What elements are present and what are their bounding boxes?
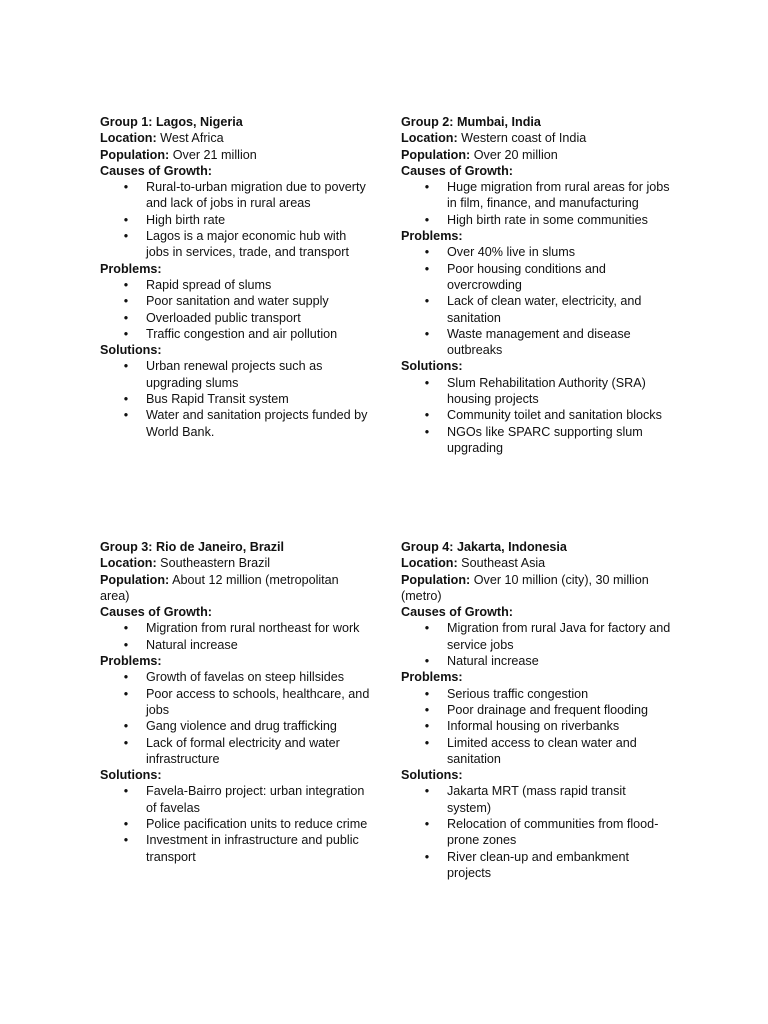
bullet-icon: •: [424, 245, 430, 260]
list-item: [100, 718, 370, 734]
bullet-icon: •: [123, 670, 129, 685]
solutions-list: [401, 783, 671, 881]
list-item: [401, 407, 671, 423]
list-item: [401, 179, 671, 212]
list-item-text: Huge migration from rural areas for jobs in film, finance, and manufacturing: [447, 180, 670, 211]
location-line: [100, 555, 370, 571]
list-item-text: Natural increase: [146, 637, 238, 652]
list-item-text: Informal housing on riverbanks: [447, 719, 620, 734]
list-item: [100, 620, 370, 636]
problems-list: [401, 686, 671, 767]
bullet-icon: •: [424, 702, 430, 717]
bullet-icon: •: [424, 424, 430, 439]
list-item: [401, 212, 671, 228]
bullet-icon: •: [424, 294, 430, 309]
list-item-text: Community toilet and sanitation blocks: [447, 408, 662, 423]
list-item: [100, 407, 372, 440]
location-label: Location:: [401, 131, 458, 146]
list-item-text: River clean-up and embankment projects: [447, 849, 630, 880]
location-line: [100, 130, 372, 146]
list-item-text: Migration from rural Java for factory and service jobs: [447, 621, 671, 652]
list-item: [100, 212, 372, 228]
group-title: Group 3: Rio de Janeiro, Brazil: [100, 540, 285, 554]
problems-heading: Problems:: [401, 670, 463, 685]
population-label: Population:: [401, 147, 471, 162]
list-item: [100, 310, 372, 326]
list-item: [100, 735, 370, 768]
list-item: [100, 228, 372, 261]
list-item-text: Lack of clean water, electricity, and sanitation: [447, 294, 642, 325]
population-label: Population:: [100, 572, 170, 587]
list-item-text: Natural increase: [447, 654, 539, 669]
population-line: [100, 147, 372, 163]
problems-list: [100, 669, 370, 767]
group-title: Group 2: Mumbai, India: [401, 115, 541, 129]
list-item-text: Limited access to clean water and sanitation: [447, 735, 637, 766]
location-value: Western coast of India: [461, 131, 587, 146]
solutions-list: [100, 783, 370, 864]
bullet-icon: •: [424, 719, 430, 734]
list-item: [401, 326, 671, 359]
list-item: [100, 391, 372, 407]
list-item-text: Favela-Bairro project: urban integration of favelas: [146, 784, 365, 815]
bullet-icon: •: [424, 817, 430, 832]
bullet-icon: •: [123, 833, 129, 848]
list-item-text: Slum Rehabilitation Authority (SRA) housing projects: [447, 375, 646, 407]
location-value: Southeastern Brazil: [160, 556, 271, 571]
list-item-text: High birth rate in some communities: [447, 212, 648, 227]
list-item-text: Poor access to schools, healthcare, and jobs: [146, 686, 370, 717]
population-value: Over 10 million (city), 30 million (metro): [401, 572, 649, 603]
list-item: [401, 653, 671, 669]
bullet-icon: •: [123, 326, 129, 341]
problems-list: [401, 244, 671, 358]
list-item: [100, 637, 370, 653]
group-title: Group 1: Lagos, Nigeria: [100, 115, 243, 129]
bullet-icon: •: [123, 719, 129, 734]
bullet-icon: •: [424, 686, 430, 701]
list-item-text: Lack of formal electricity and water infrastructure: [146, 735, 340, 766]
list-item: [100, 326, 372, 342]
location-line: [401, 130, 671, 146]
bullet-icon: •: [123, 735, 129, 750]
list-item: [401, 375, 671, 408]
list-item-text: Traffic congestion and air pollution: [146, 326, 338, 341]
bullet-icon: •: [123, 310, 129, 325]
list-item: [401, 783, 671, 816]
list-item-text: Police pacification units to reduce crime: [146, 817, 368, 832]
list-item: [100, 686, 370, 719]
list-item-text: Relocation of communities from flood-prone zones: [447, 817, 659, 848]
list-item: [401, 816, 671, 849]
list-item: [401, 718, 671, 734]
location-value: Southeast Asia: [461, 556, 546, 571]
list-item: [401, 293, 671, 326]
list-item-text: Serious traffic congestion: [447, 686, 589, 701]
list-item: [100, 293, 372, 309]
causes-heading: Causes of Growth:: [401, 605, 513, 620]
bullet-icon: •: [123, 784, 129, 799]
list-item: [401, 686, 671, 702]
list-item-text: Jakarta MRT (mass rapid transit system): [447, 784, 626, 815]
location-label: Location:: [100, 556, 157, 571]
population-value: About 12 million (metropolitan area): [100, 572, 339, 603]
bullet-icon: •: [123, 277, 129, 292]
list-item: [100, 358, 372, 391]
list-item-text: High birth rate: [146, 212, 226, 227]
list-item: [401, 244, 671, 260]
population-label: Population:: [100, 147, 170, 162]
list-item-text: Investment in infrastructure and public transport: [146, 833, 359, 864]
bullet-icon: •: [123, 229, 129, 244]
population-value: Over 21 million: [172, 147, 257, 162]
list-item-text: Poor housing conditions and overcrowding: [447, 261, 606, 292]
list-item: [401, 261, 671, 294]
problems-heading: Problems:: [401, 229, 463, 244]
location-label: Location:: [100, 131, 157, 146]
causes-heading: Causes of Growth:: [401, 163, 513, 178]
bullet-icon: •: [424, 735, 430, 750]
list-item: [401, 702, 671, 718]
causes-list: [100, 620, 370, 653]
group-rio: [100, 539, 370, 865]
bullet-icon: •: [123, 212, 129, 227]
causes-list: [401, 620, 671, 669]
bullet-icon: •: [424, 621, 430, 636]
list-item-text: Water and sanitation projects funded by World Bank.: [146, 408, 368, 439]
causes-list: [401, 179, 671, 228]
list-item: [100, 832, 370, 865]
population-line: [401, 572, 671, 605]
bullet-icon: •: [123, 392, 129, 407]
bullet-icon: •: [123, 817, 129, 832]
list-item-text: Rural-to-urban migration due to poverty and lack of jobs in rural areas: [146, 180, 366, 211]
group-lagos: [100, 114, 372, 440]
list-item: [401, 849, 671, 882]
list-item-text: Lagos is a major economic hub with jobs in services, trade, and transport: [146, 229, 350, 260]
list-item-text: Gang violence and drug trafficking: [146, 719, 337, 734]
bullet-icon: •: [123, 359, 129, 374]
list-item-text: Urban renewal projects such as upgrading slums: [146, 359, 323, 390]
list-item-text: Poor sanitation and water supply: [146, 294, 329, 309]
bullet-icon: •: [123, 686, 129, 701]
list-item-text: Bus Rapid Transit system: [146, 392, 289, 407]
list-item: [100, 783, 370, 816]
problems-heading: Problems:: [100, 261, 162, 276]
list-item-text: Waste management and disease outbreaks: [447, 326, 631, 358]
solutions-list: [401, 375, 671, 456]
causes-list: [100, 179, 372, 260]
list-item-text: Over 40% live in slums: [447, 245, 576, 260]
solutions-heading: Solutions:: [401, 768, 463, 783]
solutions-list: [100, 358, 372, 439]
problems-heading: Problems:: [100, 654, 162, 669]
location-label: Location:: [401, 556, 458, 571]
bullet-icon: •: [424, 654, 430, 669]
bullet-icon: •: [424, 261, 430, 276]
group-mumbai: [401, 114, 671, 456]
solutions-heading: Solutions:: [401, 359, 463, 374]
list-item-text: Migration from rural northeast for work: [146, 621, 360, 636]
list-item: [100, 816, 370, 832]
list-item-text: Growth of favelas on steep hillsides: [146, 670, 345, 685]
population-label: Population:: [401, 572, 471, 587]
location-line: [401, 555, 671, 571]
group-jakarta: [401, 539, 671, 881]
list-item: [100, 669, 370, 685]
list-item-text: NGOs like SPARC supporting slum upgrading: [447, 424, 643, 455]
solutions-heading: Solutions:: [100, 768, 162, 783]
list-item-text: Poor drainage and frequent flooding: [447, 702, 648, 717]
bullet-icon: •: [123, 180, 129, 195]
causes-heading: Causes of Growth:: [100, 605, 212, 620]
group-title: Group 4: Jakarta, Indonesia: [401, 540, 567, 554]
bullet-icon: •: [424, 408, 430, 423]
location-value: West Africa: [160, 131, 224, 146]
list-item-text: Rapid spread of slums: [146, 277, 272, 292]
bullet-icon: •: [424, 375, 430, 390]
list-item: [401, 735, 671, 768]
population-line: [401, 147, 671, 163]
list-item-text: Overloaded public transport: [146, 310, 301, 325]
bullet-icon: •: [123, 408, 129, 423]
list-item: [100, 179, 372, 212]
bullet-icon: •: [123, 637, 129, 652]
causes-heading: Causes of Growth:: [100, 163, 212, 178]
list-item: [100, 277, 372, 293]
list-item: [401, 620, 671, 653]
problems-list: [100, 277, 372, 342]
bullet-icon: •: [424, 784, 430, 799]
bullet-icon: •: [424, 180, 430, 195]
population-line: [100, 572, 370, 605]
bullet-icon: •: [424, 326, 430, 341]
list-item: [401, 424, 671, 457]
bullet-icon: •: [123, 621, 129, 636]
bullet-icon: •: [424, 212, 430, 227]
bullet-icon: •: [424, 849, 430, 864]
solutions-heading: Solutions:: [100, 343, 162, 358]
population-value: Over 20 million: [473, 147, 558, 162]
bullet-icon: •: [123, 294, 129, 309]
